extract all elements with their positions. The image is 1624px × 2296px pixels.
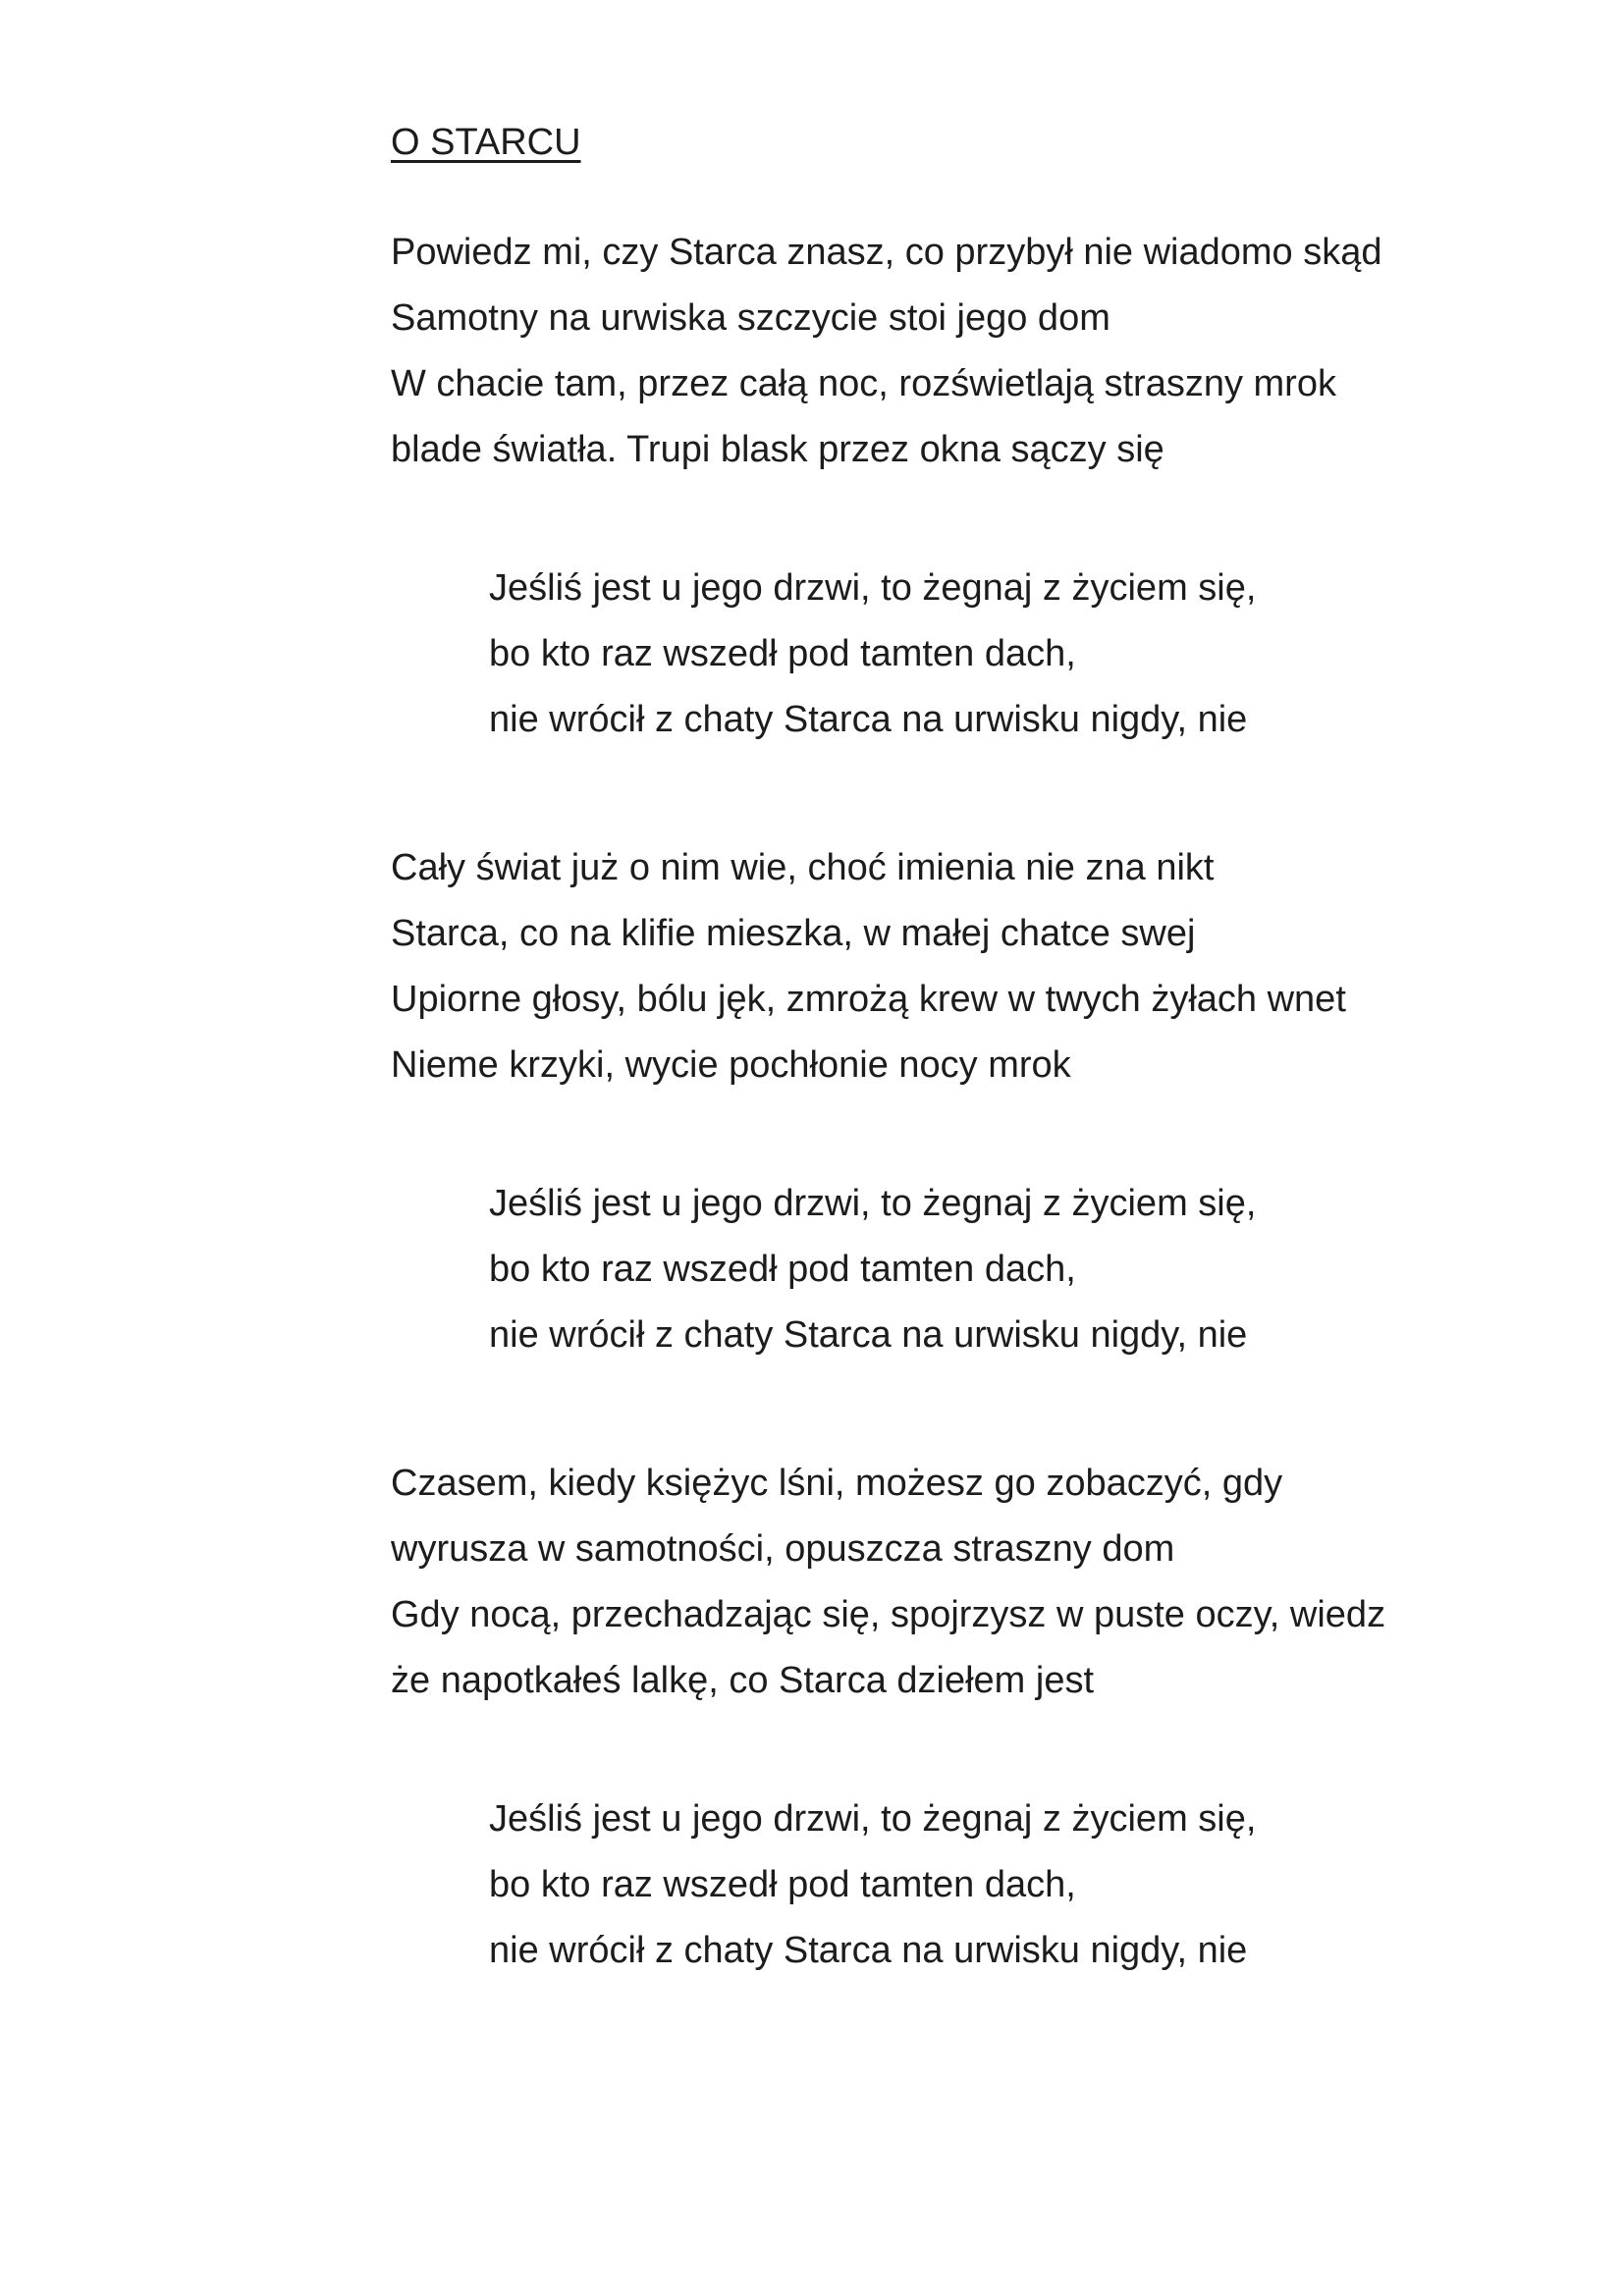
- poem-line: nie wrócił z chaty Starca na urwisku nigdy, nie: [489, 1314, 1248, 1356]
- poem-line: wyrusza w samotności, opuszcza straszny dom: [391, 1528, 1175, 1570]
- poem-stanza: [391, 835, 1549, 1098]
- poem-stanza: [391, 1451, 1549, 1714]
- poem-line: bo kto raz wszedł pod tamten dach,: [489, 633, 1076, 674]
- poem-line: Czasem, kiedy księżyc lśni, możesz go zobaczyć, gdy: [391, 1463, 1283, 1504]
- poem-line: Starca, co na klifie mieszka, w małej chatce swej: [391, 913, 1196, 954]
- poem-line: blade światła. Trupi blask przez okna sączy się: [391, 429, 1164, 470]
- poem-line: Jeśliś jest u jego drzwi, to żegnaj z życiem się,: [489, 1183, 1257, 1224]
- poem-line: Upiorne głosy, bólu jęk, zmrożą krew w twych żyłach wnet: [391, 979, 1346, 1020]
- poem-stanza: [391, 220, 1549, 483]
- poem-line: Samotny na urwiska szczycie stoi jego dom: [391, 297, 1110, 339]
- poem-line: że napotkałeś lalkę, co Starca dziełem jest: [391, 1660, 1095, 1701]
- poem-line: bo kto raz wszedł pod tamten dach,: [489, 1249, 1076, 1290]
- poem-refrain: [391, 556, 1549, 753]
- poem-line: nie wrócił z chaty Starca na urwisku nigdy, nie: [489, 699, 1248, 740]
- document-content: [391, 110, 1549, 1984]
- poem-refrain: [391, 1787, 1549, 1984]
- poem-line: Nieme krzyki, wycie pochłonie nocy mrok: [391, 1044, 1071, 1086]
- poem-line: W chacie tam, przez całą noc, rozświetlają straszny mrok: [391, 363, 1336, 404]
- poem-line: Jeśliś jest u jego drzwi, to żegnaj z życiem się,: [489, 1798, 1257, 1840]
- poem-line: Cały świat już o nim wie, choć imienia nie zna nikt: [391, 847, 1215, 888]
- poem-refrain: [391, 1171, 1549, 1368]
- poem-title: O STARCU: [391, 122, 581, 163]
- poem-line: bo kto raz wszedł pod tamten dach,: [489, 1864, 1076, 1905]
- poem-line: Jeśliś jest u jego drzwi, to żegnaj z życiem się,: [489, 567, 1257, 609]
- poem-line: nie wrócił z chaty Starca na urwisku nigdy, nie: [489, 1930, 1248, 1971]
- poem-line: Powiedz mi, czy Starca znasz, co przybył nie wiadomo skąd: [391, 232, 1382, 273]
- poem-line: Gdy nocą, przechadzając się, spojrzysz w puste oczy, wiedz: [391, 1594, 1386, 1635]
- poem-body: [391, 176, 1549, 1984]
